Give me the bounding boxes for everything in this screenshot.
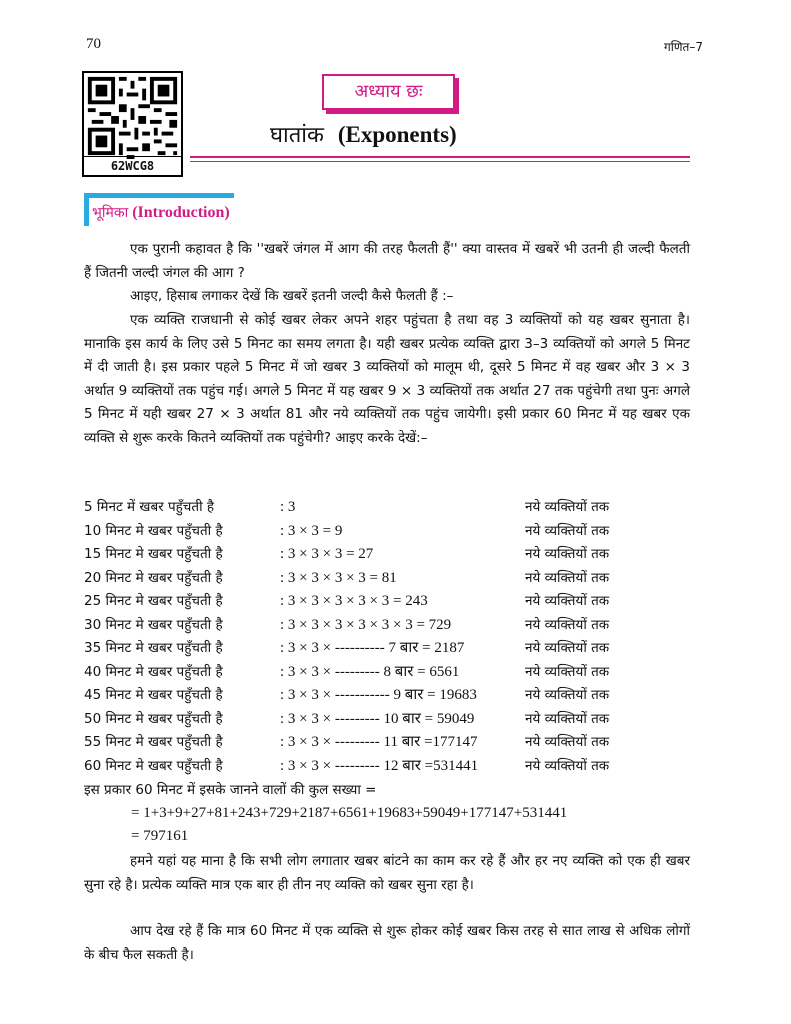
- section-heading-hindi: भूमिका: [92, 205, 129, 221]
- row-tail: नये व्यक्तियों तक: [525, 710, 610, 727]
- qr-code-label: 62WCG8: [84, 156, 181, 175]
- row-label: 60 मिनट मे खबर पहुँचती है: [84, 757, 223, 774]
- table-row: [84, 590, 704, 614]
- table-row: [84, 520, 704, 544]
- table-row: [84, 543, 704, 567]
- row-calc: : 3 × 3 × --------- 12 बार =531441: [280, 757, 479, 774]
- row-label: 5 मिनट में खबर पहुँचती है: [84, 499, 215, 515]
- row-tail: नये व्यक्तियों तक: [525, 687, 610, 703]
- title-rule: [190, 156, 690, 158]
- chapter-title-hindi: घातांक: [270, 123, 324, 148]
- total-result: = 797161: [131, 828, 189, 844]
- running-head: गणित–7: [663, 40, 703, 54]
- row-tail: नये व्यक्तियों तक: [525, 663, 610, 680]
- title-rule-thin: [190, 161, 690, 162]
- row-calc: : 3 × 3 × 3 × 3 × 3 × 3 = 729: [280, 616, 452, 633]
- row-label: 50 मिनट मे खबर पहुँचती है: [84, 710, 223, 727]
- row-label: 10 मिनट मे खबर पहुँचती है: [84, 522, 223, 539]
- row-label: 40 मिनट मे खबर पहुँचती है: [84, 663, 223, 680]
- row-tail: नये व्यक्तियों तक: [525, 757, 610, 774]
- paragraph-story: एक व्यक्ति राजधानी से कोई खबर लेकर अपने शहर पहुंचता है तथा वह 3 व्यक्तियों को यह खबर सुनाता है। मानाकि इस कार्य के लिए उसे 5 मिनट का समय लगता है। यही खबर प्रत्येक व्यक्ति द्वारा 3–3 व्यक्तियों को अगले 5 मिनट में दी जाती है। इस प्रकार पहले 5 मिनट में जो खबर 3 व्यक्तियों को मालूम थी, दूसरे 5 मिनट में वह खबर और 3 × 3 अर्थात 9 व्यक्तियों तक पहुंच गई। अगले 5 मिनट में यह खबर 9 × 3 व्यक्तियों तक अर्थात 27 तक पहुंचेगी तथा पुनः अगले 5 मिनट में यही खबर 27 × 3 अर्थात 81 और नये व्यक्तियों तक पहुंच जायेगी। इसी प्रकार 60 मिनट में यह खबर एक व्यक्ति से शुरू करके कितने व्यक्तियों तक पहुंचेगी? आइए करके देखें:–: [84, 312, 690, 446]
- row-tail: नये व्यक्तियों तक: [525, 593, 610, 609]
- section-heading: [92, 203, 230, 222]
- total-intro: इस प्रकार 60 मिनट में इसके जानने वालों की कुल सख्या =: [84, 782, 377, 798]
- table-row: [84, 614, 704, 638]
- spread-table: [84, 496, 704, 778]
- row-label: 30 मिनट मे खबर पहुँचती है: [84, 616, 223, 633]
- chapter-title-english: (Exponents): [337, 122, 457, 147]
- table-row: [84, 731, 704, 755]
- row-tail: नये व्यक्तियों तक: [525, 569, 610, 586]
- table-row: [84, 567, 704, 591]
- chapter-label: अध्याय छः: [322, 74, 455, 110]
- row-calc: : 3 × 3 × --------- 11 बार =177147: [280, 734, 478, 750]
- row-tail: नये व्यक्तियों तक: [525, 499, 610, 515]
- row-label: 15 मिनट मे खबर पहुँचती है: [84, 546, 223, 562]
- row-calc: : 3 × 3 × 3 × 3 × 3 = 243: [280, 593, 428, 609]
- row-calc: : 3 × 3 × ---------- 7 बार = 2187: [280, 640, 465, 656]
- qr-code-icon: [84, 73, 181, 159]
- row-label: 35 मिनट मे खबर पहुँचती है: [84, 640, 223, 656]
- row-calc: : 3 × 3 × ----------- 9 बार = 19683: [280, 687, 477, 703]
- row-tail: नये व्यक्तियों तक: [525, 734, 610, 750]
- row-label: 20 मिनट मे खबर पहुँचती है: [84, 569, 223, 586]
- table-row: [84, 708, 704, 732]
- row-label: 25 मिनट मे खबर पहुँचती है: [84, 593, 223, 609]
- table-row: [84, 496, 704, 520]
- row-calc: : 3 × 3 = 9: [280, 522, 343, 539]
- row-tail: नये व्यक्तियों तक: [525, 546, 610, 562]
- row-calc: : 3 × 3 × 3 = 27: [280, 546, 374, 562]
- chapter-title: [270, 119, 457, 149]
- row-label: 45 मिनट मे खबर पहुँचती है: [84, 687, 223, 703]
- paragraph-conclusion: आप देख रहे हैं कि मात्र 60 मिनट में एक व्यक्ति से शुरू होकर कोई खबर किस तरह से सात लाख से अधिक लोगों के बीच फैल सकती है।: [84, 923, 690, 963]
- row-calc: : 3 × 3 × --------- 8 बार = 6561: [280, 663, 460, 680]
- row-calc: : 3: [280, 499, 296, 515]
- table-row: [84, 661, 704, 685]
- row-label: 55 मिनट मे खबर पहुँचती है: [84, 734, 223, 750]
- section-heading-english: (Introduction): [132, 204, 230, 221]
- table-row: [84, 684, 704, 708]
- page-number: 70: [86, 36, 101, 52]
- paragraph-assumption: हमने यहां यह माना है कि सभी लोग लगातार खबर बांटने का काम कर रहे हैं और हर नए व्यक्ति को एक ही खबर सुना रहे है। प्रत्येक व्यक्ति मात्र एक बार ही तीन नए व्यक्ति को खबर सुना रहा है।: [84, 853, 690, 893]
- row-tail: नये व्यक्तियों तक: [525, 522, 610, 539]
- total-sum: = 1+3+9+27+81+243+729+2187+6561+19683+59049+177147+531441: [131, 805, 568, 821]
- paragraph-calculate: आइए, हिसाब लगाकर देखें कि खबरें इतनी जल्दी कैसे फैलती हैं :–: [130, 288, 454, 304]
- table-row: [84, 637, 704, 661]
- row-tail: नये व्यक्तियों तक: [525, 616, 610, 633]
- row-calc: : 3 × 3 × --------- 10 बार = 59049: [280, 710, 475, 727]
- table-row: [84, 755, 704, 779]
- paragraph-proverb: एक पुरानी कहावत है कि ''खबरें जंगल में आग की तरह फैलती हैं'' क्या वास्तव में खबरें भी उतनी ही जल्दी फैलती हैं जितनी जल्दी जंगल की आग ?: [84, 241, 690, 281]
- qr-code: [82, 71, 183, 177]
- row-tail: नये व्यक्तियों तक: [525, 640, 610, 656]
- row-calc: : 3 × 3 × 3 × 3 = 81: [280, 569, 397, 586]
